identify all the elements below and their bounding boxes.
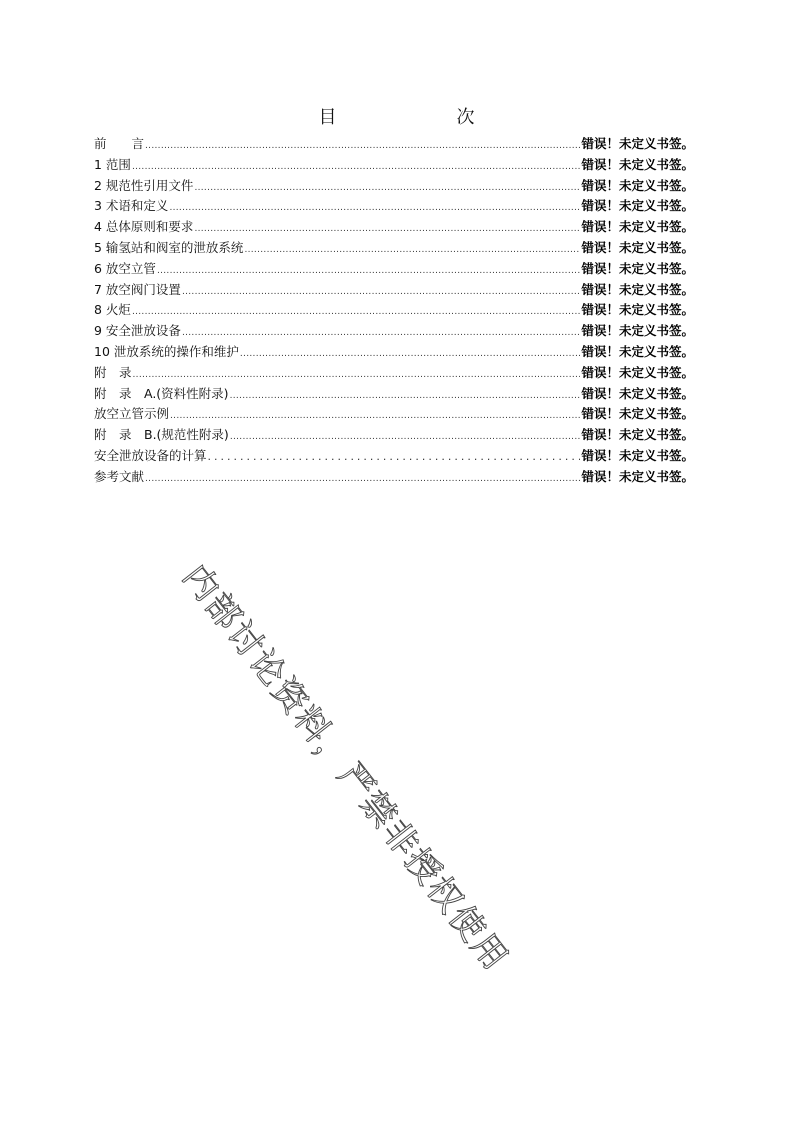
toc-entry[interactable] (94, 363, 694, 384)
toc-entry[interactable] (94, 259, 694, 280)
toc-entry-page-ref: 错误！未定义书签。 (581, 302, 694, 318)
toc-entry-page-ref: 错误！未定义书签。 (581, 427, 694, 443)
toc-entry-label: 安全泄放设备的计算 (94, 447, 207, 463)
toc-dot-leader (194, 178, 580, 199)
watermark-text: 内部讨论资料，严禁非授权使用 (174, 557, 517, 980)
toc-entry-label: 附 录 B.(规范性附录) (94, 427, 229, 443)
toc-entry-label: 放空立管示例 (94, 406, 170, 422)
toc-entry-page-ref: 错误！未定义书签。 (581, 198, 694, 214)
toc-dot-leader (169, 198, 580, 219)
toc-entry-label: 附 录 A.(资料性附录) (94, 385, 229, 401)
toc-entry-page-ref: 错误！未定义书签。 (581, 156, 694, 172)
toc-dot-leader (170, 406, 580, 427)
toc-dot-leader (133, 365, 581, 386)
toc-entry-label: 2 规范性引用文件 (94, 177, 194, 193)
toc-entry-label: 前 言 (94, 136, 145, 151)
toc-dot-leader (230, 386, 581, 407)
toc-dot-leader (182, 282, 581, 303)
toc-entry-page-ref: 错误！未定义书签。 (581, 260, 694, 276)
toc-entry[interactable] (94, 155, 694, 176)
toc-entry[interactable] (94, 280, 694, 301)
toc-dot-leader (240, 344, 581, 365)
toc-entry-label: 7 放空阀门设置 (94, 281, 181, 297)
toc-dot-leader (132, 302, 581, 323)
toc-dot-leader (182, 323, 581, 344)
toc-dot-leader (194, 219, 580, 240)
toc-dot-leader (132, 157, 581, 178)
toc-entry-label: 10 泄放系统的操作和维护 (94, 343, 239, 359)
toc-entry[interactable] (94, 342, 694, 363)
toc-entry[interactable] (94, 321, 694, 342)
table-of-contents (94, 134, 694, 488)
toc-entry-label: 4 总体原则和要求 (94, 219, 194, 235)
toc-entry-page-ref: 错误！未定义书签。 (581, 219, 694, 235)
toc-dot-leader (145, 136, 580, 157)
toc-entry-page-ref: 错误！未定义书签。 (581, 239, 694, 255)
toc-entry[interactable] (94, 238, 694, 259)
page-title: 目 次 (318, 107, 503, 128)
toc-entry[interactable] (94, 446, 694, 467)
toc-entry-label: 1 范围 (94, 156, 131, 172)
toc-dot-leader (208, 447, 581, 468)
toc-dot-leader (145, 469, 580, 490)
toc-dot-leader (230, 427, 581, 448)
toc-entry-page-ref: 错误！未定义书签。 (581, 406, 694, 422)
toc-dot-leader (244, 240, 580, 261)
toc-entry-page-ref: 错误！未定义书签。 (581, 281, 694, 297)
toc-entry-page-ref: 错误！未定义书签。 (581, 364, 694, 380)
toc-entry-page-ref: 错误！未定义书签。 (581, 343, 694, 359)
toc-entry[interactable] (94, 300, 694, 321)
toc-entry[interactable] (94, 196, 694, 217)
toc-entry[interactable] (94, 384, 694, 405)
toc-entry[interactable] (94, 176, 694, 197)
toc-entry-label: 参考文献 (94, 468, 145, 484)
toc-dot-leader (157, 261, 581, 282)
toc-entry-label: 3 术语和定义 (94, 198, 169, 214)
toc-entry[interactable] (94, 425, 694, 446)
toc-entry-label: 8 火炬 (94, 302, 131, 318)
toc-entry[interactable] (94, 404, 694, 425)
toc-entry-page-ref: 错误！未定义书签。 (581, 385, 694, 401)
toc-entry-page-ref: 错误！未定义书签。 (581, 323, 694, 339)
toc-entry[interactable] (94, 467, 694, 488)
toc-entry-page-ref: 错误！未定义书签。 (581, 447, 694, 463)
toc-entry[interactable] (94, 134, 694, 155)
toc-entry-label: 附 录 (94, 364, 132, 380)
toc-entry[interactable] (94, 217, 694, 238)
toc-entry-label: 6 放空立管 (94, 260, 156, 276)
toc-entry-label: 9 安全泄放设备 (94, 323, 181, 339)
toc-entry-page-ref: 错误！未定义书签。 (581, 468, 694, 484)
toc-entry-label: 5 输氢站和阀室的泄放系统 (94, 239, 244, 255)
toc-entry-page-ref: 错误！未定义书签。 (581, 136, 694, 151)
toc-entry-page-ref: 错误！未定义书签。 (581, 177, 694, 193)
